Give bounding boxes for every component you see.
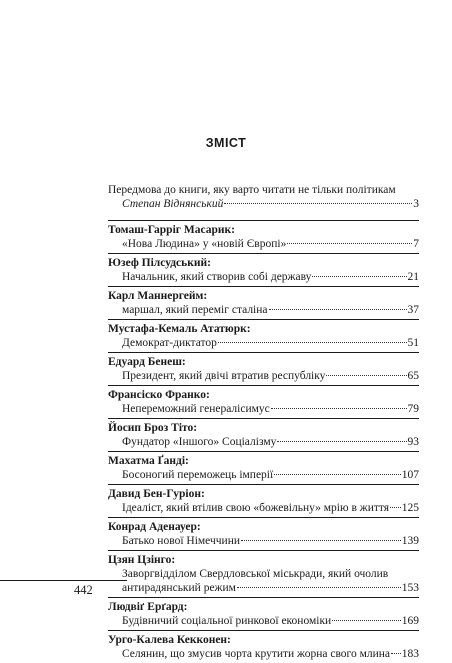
entry-person-name: Махатма Ґанді: xyxy=(108,455,189,467)
entry-subtitle-row xyxy=(108,468,419,482)
entry-subtitle: антирадянський режим xyxy=(122,582,236,594)
entry-page-number: 139 xyxy=(401,535,419,547)
toc-entry xyxy=(108,352,419,383)
entry-subtitle-row xyxy=(108,336,419,350)
entry-subtitle-row xyxy=(108,435,419,449)
preface-entry xyxy=(108,183,419,211)
entry-subtitle-row xyxy=(108,402,419,416)
entry-person-name: Людвіґ Ерґард: xyxy=(108,601,188,613)
dot-leader xyxy=(224,203,412,204)
entry-page-number: 169 xyxy=(401,615,419,627)
entry-person-name: Йосип Броз Тіто: xyxy=(108,422,198,434)
entry-subtitle: Демократ-диктатор xyxy=(122,337,217,349)
entry-subtitle: «Нова Людина» у «новій Європі» xyxy=(122,238,287,250)
toc-entries xyxy=(108,220,419,661)
toc-entry xyxy=(108,451,419,482)
toc-entry xyxy=(108,286,419,317)
dot-leader xyxy=(332,620,401,621)
entry-subtitle: Селянин, що змусив чорта крутити жорна свого млина xyxy=(122,648,391,660)
entry-subtitle-row xyxy=(108,501,419,515)
toc-heading: ЗМІСТ xyxy=(205,136,247,150)
entry-person-name: Цзян Цзінго: xyxy=(108,554,176,566)
entry-person-name: Юзеф Пілсудський: xyxy=(108,257,211,269)
toc-entry xyxy=(108,484,419,515)
entry-person-name: Карл Маннергейм: xyxy=(108,290,208,302)
entry-subtitle-row xyxy=(108,581,419,595)
entry-person-name: Конрад Аденауер: xyxy=(108,521,201,533)
toc-entry xyxy=(108,253,419,284)
dot-leader xyxy=(326,375,406,376)
entry-subtitle-line: Заворгвідділом Свердловської міськради, який очолив xyxy=(122,568,389,580)
entry-subtitle: Непереможний генералісимус xyxy=(122,403,270,415)
preface-author: Степан Віднянський xyxy=(122,198,224,210)
entry-subtitle: Будівничий соціальної ринкової економіки xyxy=(122,615,332,627)
entry-page-number: 125 xyxy=(401,502,419,514)
entry-subtitle: Президент, який двічі втратив республіку xyxy=(122,370,326,382)
entry-person-name: Томаш-Гарріг Масарик: xyxy=(108,224,235,236)
toc-entry xyxy=(108,319,419,350)
toc-entry xyxy=(108,517,419,548)
entry-person-name: Едуард Бенеш: xyxy=(108,356,186,368)
entry-subtitle: Батько нової Німеччини xyxy=(122,535,241,547)
entry-page-number: 51 xyxy=(407,337,419,349)
dot-leader xyxy=(271,408,407,409)
dot-leader xyxy=(312,276,406,277)
entry-page-number: 7 xyxy=(413,238,419,250)
entry-page-number: 37 xyxy=(407,304,419,316)
entry-subtitle-row xyxy=(108,303,419,317)
entry-subtitle-row xyxy=(108,270,419,284)
toc-entry xyxy=(108,418,419,449)
entry-subtitle: Начальник, який створив собі державу xyxy=(122,271,312,283)
toc-entry xyxy=(108,630,419,661)
preface-author-row xyxy=(108,197,419,211)
entry-page-number: 79 xyxy=(407,403,419,415)
preface-page: 3 xyxy=(413,198,419,210)
footer-rule xyxy=(0,580,127,581)
entry-subtitle-row xyxy=(108,369,419,383)
entry-person-name: Давид Бен-Гуріон: xyxy=(108,488,205,500)
entry-page-number: 93 xyxy=(407,436,419,448)
table-of-contents xyxy=(108,183,419,663)
entry-subtitle-row xyxy=(108,534,419,548)
entry-person-name: Франсіско Франко: xyxy=(108,389,210,401)
page-number: 442 xyxy=(74,583,93,597)
toc-entry xyxy=(108,220,419,251)
entry-subtitle: Босоногий переможець імперії xyxy=(122,469,274,481)
dot-leader xyxy=(277,441,406,442)
entry-subtitle: маршал, який переміг сталіна xyxy=(122,304,268,316)
entry-page-number: 153 xyxy=(401,582,419,594)
entry-subtitle-row xyxy=(108,647,419,661)
dot-leader xyxy=(269,309,407,310)
entry-page-number: 183 xyxy=(401,648,419,660)
entry-page-number: 65 xyxy=(407,370,419,382)
entry-page-number: 21 xyxy=(407,271,419,283)
entry-subtitle: Фундатор «Іншого» Соціалізму xyxy=(122,436,277,448)
dot-leader xyxy=(391,653,401,654)
toc-entry xyxy=(108,597,419,628)
toc-entry xyxy=(108,550,419,595)
entry-subtitle-row xyxy=(108,237,419,251)
dot-leader xyxy=(237,587,401,588)
entry-person-name: Урго-Калева Кекконен: xyxy=(108,634,231,646)
dot-leader xyxy=(390,507,401,508)
dot-leader xyxy=(241,540,401,541)
entry-subtitle: Ідеаліст, який втілив свою «божевільну» мрію в життя xyxy=(122,502,390,514)
toc-entry xyxy=(108,385,419,416)
dot-leader xyxy=(287,243,412,244)
dot-leader xyxy=(218,342,407,343)
entry-person-name: Мустафа-Кемаль Ататюрк: xyxy=(108,323,251,335)
entry-page-number: 107 xyxy=(401,469,419,481)
entry-subtitle-row xyxy=(108,614,419,628)
dot-leader xyxy=(274,474,401,475)
preface-title: Передмова до книги, яку варто читати не тільки політикам xyxy=(108,184,396,196)
